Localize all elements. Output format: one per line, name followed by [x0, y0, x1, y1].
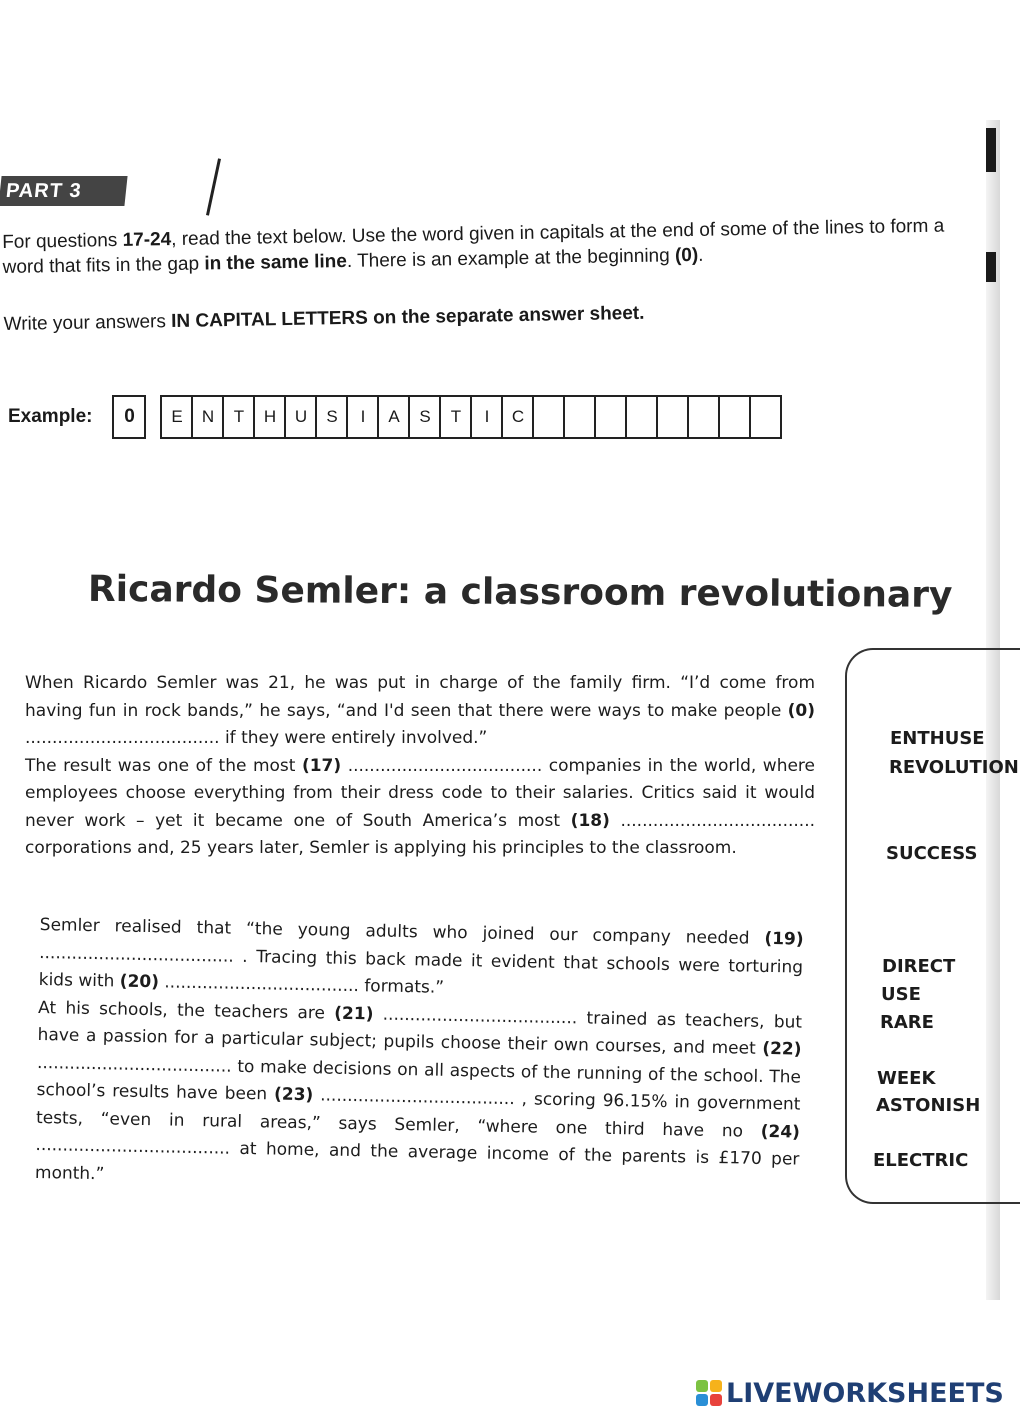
keyword-electric: ELECTRIC: [873, 1150, 969, 1171]
article-title: Ricardo Semler: a classroom revolutionary: [87, 568, 953, 616]
example-letter-box: [658, 397, 689, 437]
keyword-success: SUCCESS: [886, 843, 978, 864]
gap-0[interactable]: ....................................: [25, 728, 220, 748]
text: if they were entirely involved.”: [219, 728, 488, 748]
text: corporations and, 25 years later, Semler is applying his principles to the classroom.: [25, 838, 737, 858]
example-letter-box: [689, 397, 720, 437]
logo-square-green: [696, 1380, 708, 1392]
example-number-box: 0: [112, 395, 146, 439]
part-badge: PART 3: [0, 176, 128, 206]
example-letter-box: C: [503, 397, 534, 437]
paragraph-4: [35, 994, 803, 1201]
text: . Tracing this back made it evident that schools were torturing kids with: [38, 946, 804, 992]
example-letter-box: I: [348, 397, 379, 437]
gap-24[interactable]: ....................................: [35, 1134, 231, 1159]
example-label: Example:: [8, 406, 93, 427]
instruction-line-2: [3, 295, 973, 337]
gap-19[interactable]: ....................................: [39, 942, 234, 967]
pen-slash-mark: [206, 158, 221, 215]
gap-23[interactable]: ....................................: [320, 1085, 515, 1110]
instr-text: . There is an example at the beginning: [346, 245, 676, 272]
example-letter-box: [627, 397, 658, 437]
text: formats.”: [358, 976, 445, 998]
instr-example-ref: (0): [674, 244, 699, 267]
example-letter-box: [534, 397, 565, 437]
example-letter-box: U: [286, 397, 317, 437]
gap-21[interactable]: ....................................: [382, 1004, 578, 1028]
text: Semler realised that “the young adults who joined our company needed: [39, 914, 765, 949]
text: companies in the world, where employees choose everything from their dress code to their salaries. Critics said it would never work – yet it became one of South America’s most: [25, 755, 815, 831]
example-letter-box: [720, 397, 751, 437]
instructions: [2, 213, 974, 337]
keyword-direct: DIRECT: [882, 956, 956, 977]
gap-22[interactable]: ....................................: [36, 1052, 232, 1077]
text: At his schools, the teachers are: [37, 997, 335, 1024]
keyword-use: USE: [881, 984, 921, 1005]
text: The result was one of the most: [25, 755, 302, 776]
text: trained as teachers, but have a passion for a particular subject; pupils choose their own courses, and meet: [37, 1007, 803, 1059]
instr-bold: in the same line: [204, 250, 348, 275]
gap-label-20: (20): [119, 971, 160, 993]
example-letter-box: T: [224, 397, 255, 437]
example-letter-box: T: [441, 397, 472, 437]
example-letter-box: S: [317, 397, 348, 437]
logo-square-red: [710, 1394, 722, 1406]
instr-bold: on the separate answer sheet.: [367, 302, 645, 329]
gap-label-24: (24): [760, 1121, 801, 1143]
keyword-astonish: ASTONISH: [876, 1095, 981, 1116]
instr-range: 17-24: [122, 229, 172, 251]
edge-mark-middle: [986, 252, 996, 282]
gap-label-22: (22): [762, 1038, 802, 1060]
example-letter-box: [565, 397, 596, 437]
keyword-week: WEEK: [877, 1068, 936, 1089]
liveworksheets-logo-icon: [696, 1380, 722, 1406]
instruction-line-1: [2, 213, 973, 280]
gap-label-19: (19): [764, 928, 804, 950]
gap-label-21: (21): [334, 1003, 374, 1024]
instr-text: , read the text below. Use the word given in capitals at the end of some of the lines to form a word that fits in the gap: [2, 215, 945, 278]
example-letter-box: A: [379, 397, 410, 437]
example-letter-box: H: [255, 397, 286, 437]
example-letter-box: [596, 397, 627, 437]
liveworksheets-logo[interactable]: [696, 1378, 1004, 1408]
article-block-2: [35, 912, 804, 1202]
paragraph-1: [25, 670, 815, 753]
gap-17[interactable]: ....................................: [347, 755, 543, 776]
text: , scoring 96.15% in government tests, “even in rural areas,” says Semler, “where one third have no: [35, 1089, 801, 1142]
example-letter-boxes: [160, 395, 782, 439]
gap-label-17: (17): [301, 755, 342, 776]
gap-label-23: (23): [273, 1084, 314, 1106]
article-block-1: [25, 670, 815, 863]
edge-mark-top: [986, 128, 996, 172]
gap-20[interactable]: ....................................: [164, 972, 360, 997]
paragraph-3: [38, 912, 803, 1009]
example-letter-box: E: [162, 397, 193, 437]
text: When Ricardo Semler was 21, he was put in charge of the family firm. “I’d come from having fun in rock bands,” he says, “and I'd seen that there were ways to make people: [25, 673, 815, 721]
gap-label-18: (18): [570, 810, 610, 831]
logo-square-yellow: [710, 1380, 722, 1392]
instr-text: Write your answers: [3, 311, 172, 335]
logo-text: LIVEWORKSHEETS: [726, 1377, 1004, 1409]
instr-bold: IN CAPITAL LETTERS: [170, 307, 369, 333]
gap-18[interactable]: ....................................: [620, 810, 816, 831]
keyword-revolution: REVOLUTION: [889, 757, 1019, 778]
logo-square-blue: [696, 1394, 708, 1406]
text: to make decisions on all aspects of the running of the school. The school’s results have been: [36, 1056, 802, 1105]
example-letter-box: I: [472, 397, 503, 437]
instr-text: .: [698, 244, 704, 266]
example-row: [8, 395, 782, 439]
example-letter-box: [751, 397, 782, 437]
instr-text: For questions: [2, 229, 123, 253]
text: at home, and the average income of the parents is £170 per month.”: [34, 1138, 800, 1184]
example-letter-box: S: [410, 397, 441, 437]
paragraph-2: [25, 753, 815, 863]
keyword-enthuse: ENTHUSE: [890, 728, 985, 749]
keyword-rare: RARE: [880, 1012, 934, 1033]
example-letter-box: N: [193, 397, 224, 437]
gap-label-0: (0): [787, 700, 815, 721]
